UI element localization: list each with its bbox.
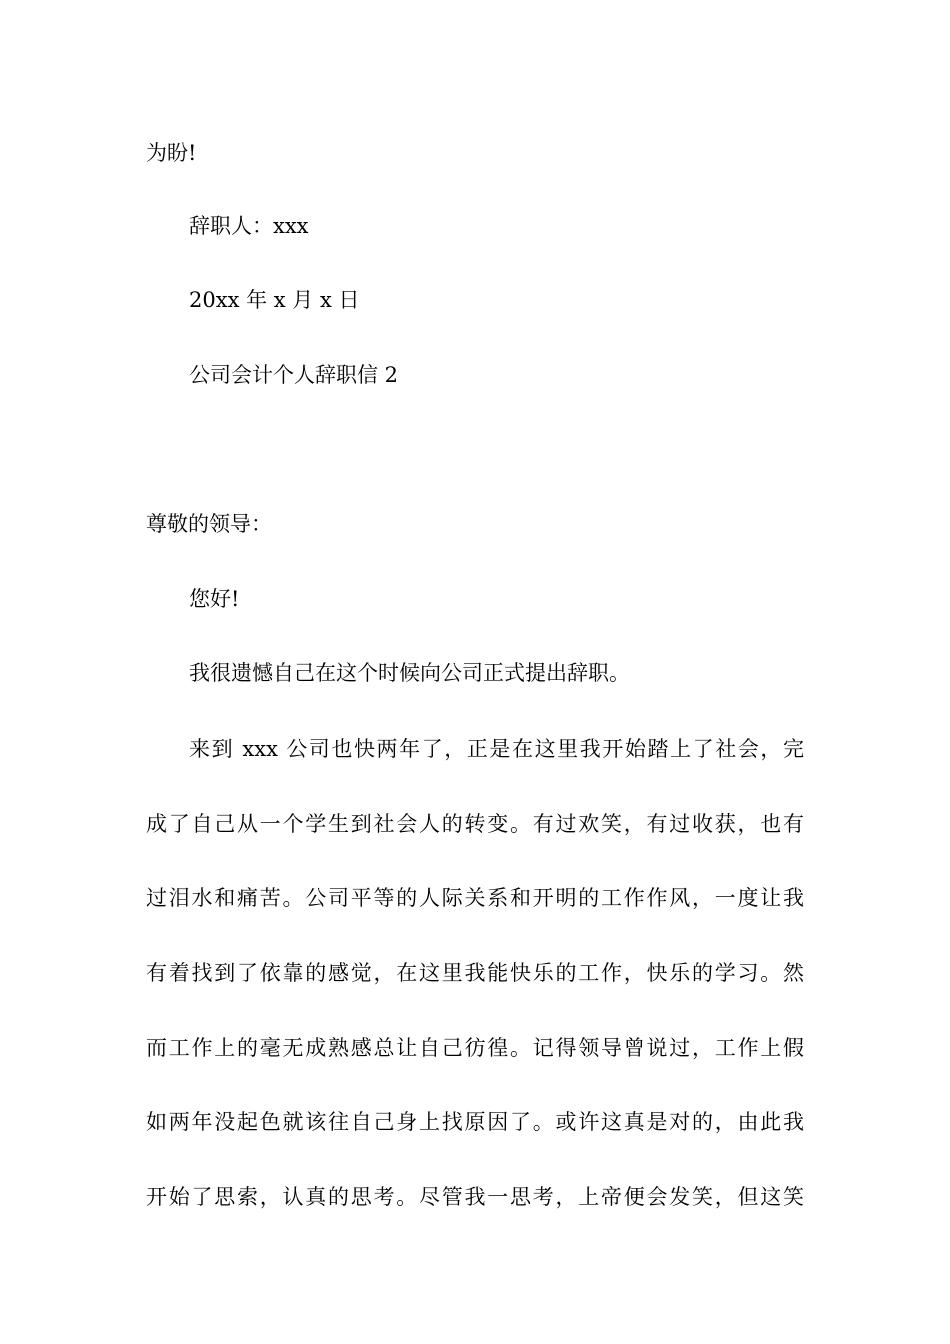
date-line: 20xx 年 x 月 x 日 [189,288,360,312]
paragraph-line: 而工作上的毫无成熟感总让自己彷徨。记得领导曾说过，工作上假 [146,1036,804,1060]
greeting: 您好! [189,587,240,611]
closing-wish: 为盼! [146,141,197,165]
paragraph-line: 如两年没起色就该往自己身上找原因了。或许这真是对的，由此我 [146,1110,804,1134]
paragraph-line: 有着找到了依靠的感觉，在这里我能快乐的工作，快乐的学习。然 [146,961,804,985]
salutation: 尊敬的领导： [146,512,272,536]
letter-heading: 公司会计个人辞职信 2 [189,363,399,387]
paragraph-line: 开始了思索，认真的思考。尽管我一思考，上帝便会发笑，但这笑 [146,1185,804,1209]
paragraph-resignation-statement: 我很遗憾自己在这个时候向公司正式提出辞职。 [189,661,630,685]
signer-line: 辞职人：xxx [189,214,309,238]
paragraph-line: 来到 xxx 公司也快两年了，正是在这里我开始踏上了社会，完 [189,737,804,761]
paragraph-line: 成了自己从一个学生到社会人的转变。有过欢笑，有过收获，也有 [146,812,804,836]
paragraph-line: 过泪水和痛苦。公司平等的人际关系和开明的工作作风，一度让我 [146,886,804,910]
